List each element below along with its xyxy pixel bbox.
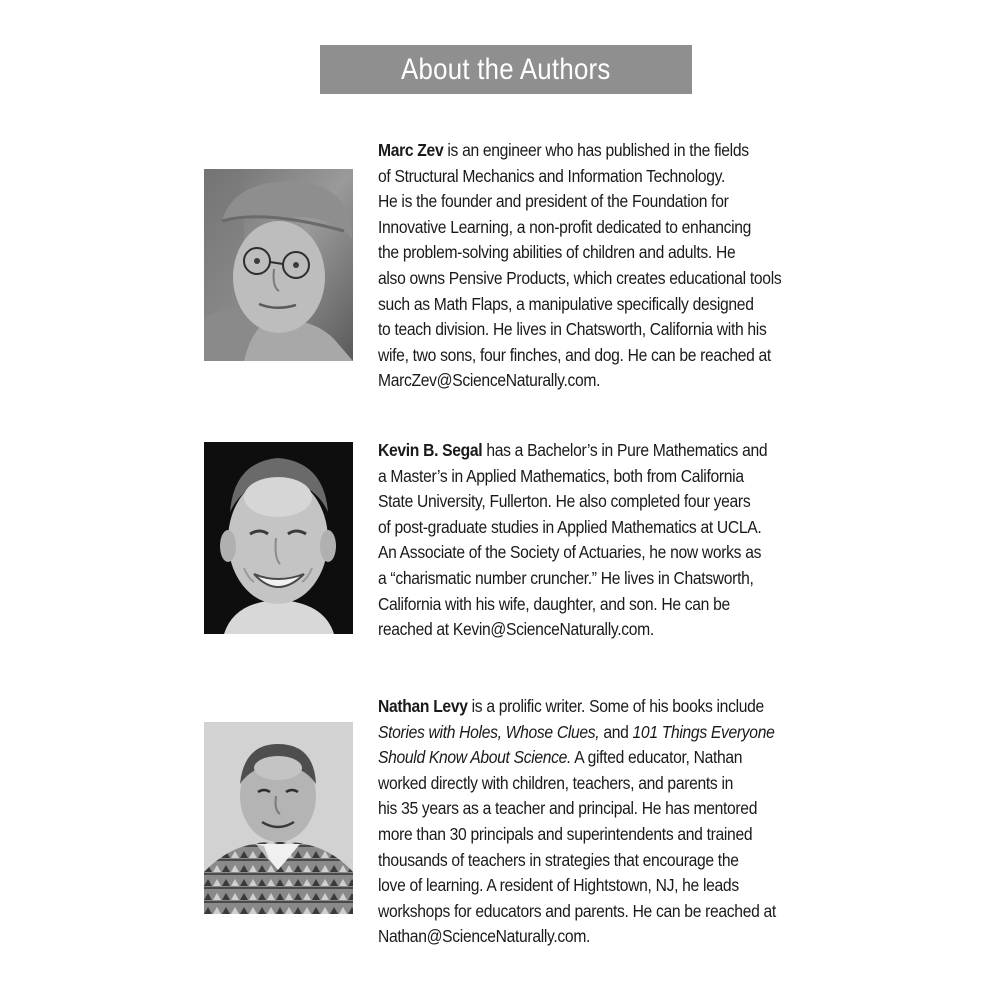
book-title: 101 Things Everyone <box>632 721 775 742</box>
title-bar <box>320 45 692 94</box>
author-email: Nathan@ScienceNaturally.com. <box>378 926 591 947</box>
author-email: reached at Kevin@ScienceNaturally.com. <box>378 619 654 640</box>
author-email: MarcZev@ScienceNaturally.com. <box>378 370 601 391</box>
author-name: Nathan Levy <box>378 696 468 716</box>
author-bio-nathan-levy: Nathan Levy is a prolific writer. Some of his books include Stories with Holes, Whose Clues, and 101 Things Everyone Should Know About Science. A gifted educator, Nathan worked directly with children, teachers, and parents in his 35 years as a teacher and principal. He has mentored more than 30 principals and superintendents and trained thousands of teachers in strategies that encourage the love of learning. A resident of Hightstown, NJ, he leads workshops for educators and parents. He can be reached at Nathan@ScienceNaturally.com. <box>378 694 774 950</box>
author-bio-kevin-segal: Kevin B. Segal has a Bachelor’s in Pure Mathematics and a Master’s in Applied Mathematics, both from California State University, Fullerton. He also completed four years of post-graduate studies in Applied Mathematics at UCLA. An Associate of the Society of Actuaries, he now works as a “charismatic number cruncher.” He lives in Chatsworth, California with his wife, daughter, and son. He can be reached at Kevin@ScienceNaturally.com. <box>378 438 774 643</box>
author-name: Marc Zev <box>378 140 444 160</box>
author-photo-kevin-segal <box>204 442 353 634</box>
author-photo-nathan-levy <box>204 722 353 914</box>
author-name: Kevin B. Segal <box>378 440 483 460</box>
book-title: Should Know About Science. <box>378 747 572 768</box>
book-title: Stories with Holes, Whose Clues, <box>378 721 600 742</box>
page-title: About the Authors <box>401 52 611 86</box>
author-bio-marc-zev: Marc Zev is an engineer who has published in the fields of Structural Mechanics and Information Technology. He is the founder and president of the Foundation for Innovative Learning, a non-profit dedicated to enhancing the problem-solving abilities of children and adults. He also owns Pensive Products, which creates educational tools such as Math Flaps, a manipulative specifically designed to teach division. He lives in Chatsworth, California with his wife, two sons, four finches, and dog. He can be reached at MarcZev@ScienceNaturally.com. <box>378 138 774 394</box>
author-photo-marc-zev <box>204 169 353 361</box>
